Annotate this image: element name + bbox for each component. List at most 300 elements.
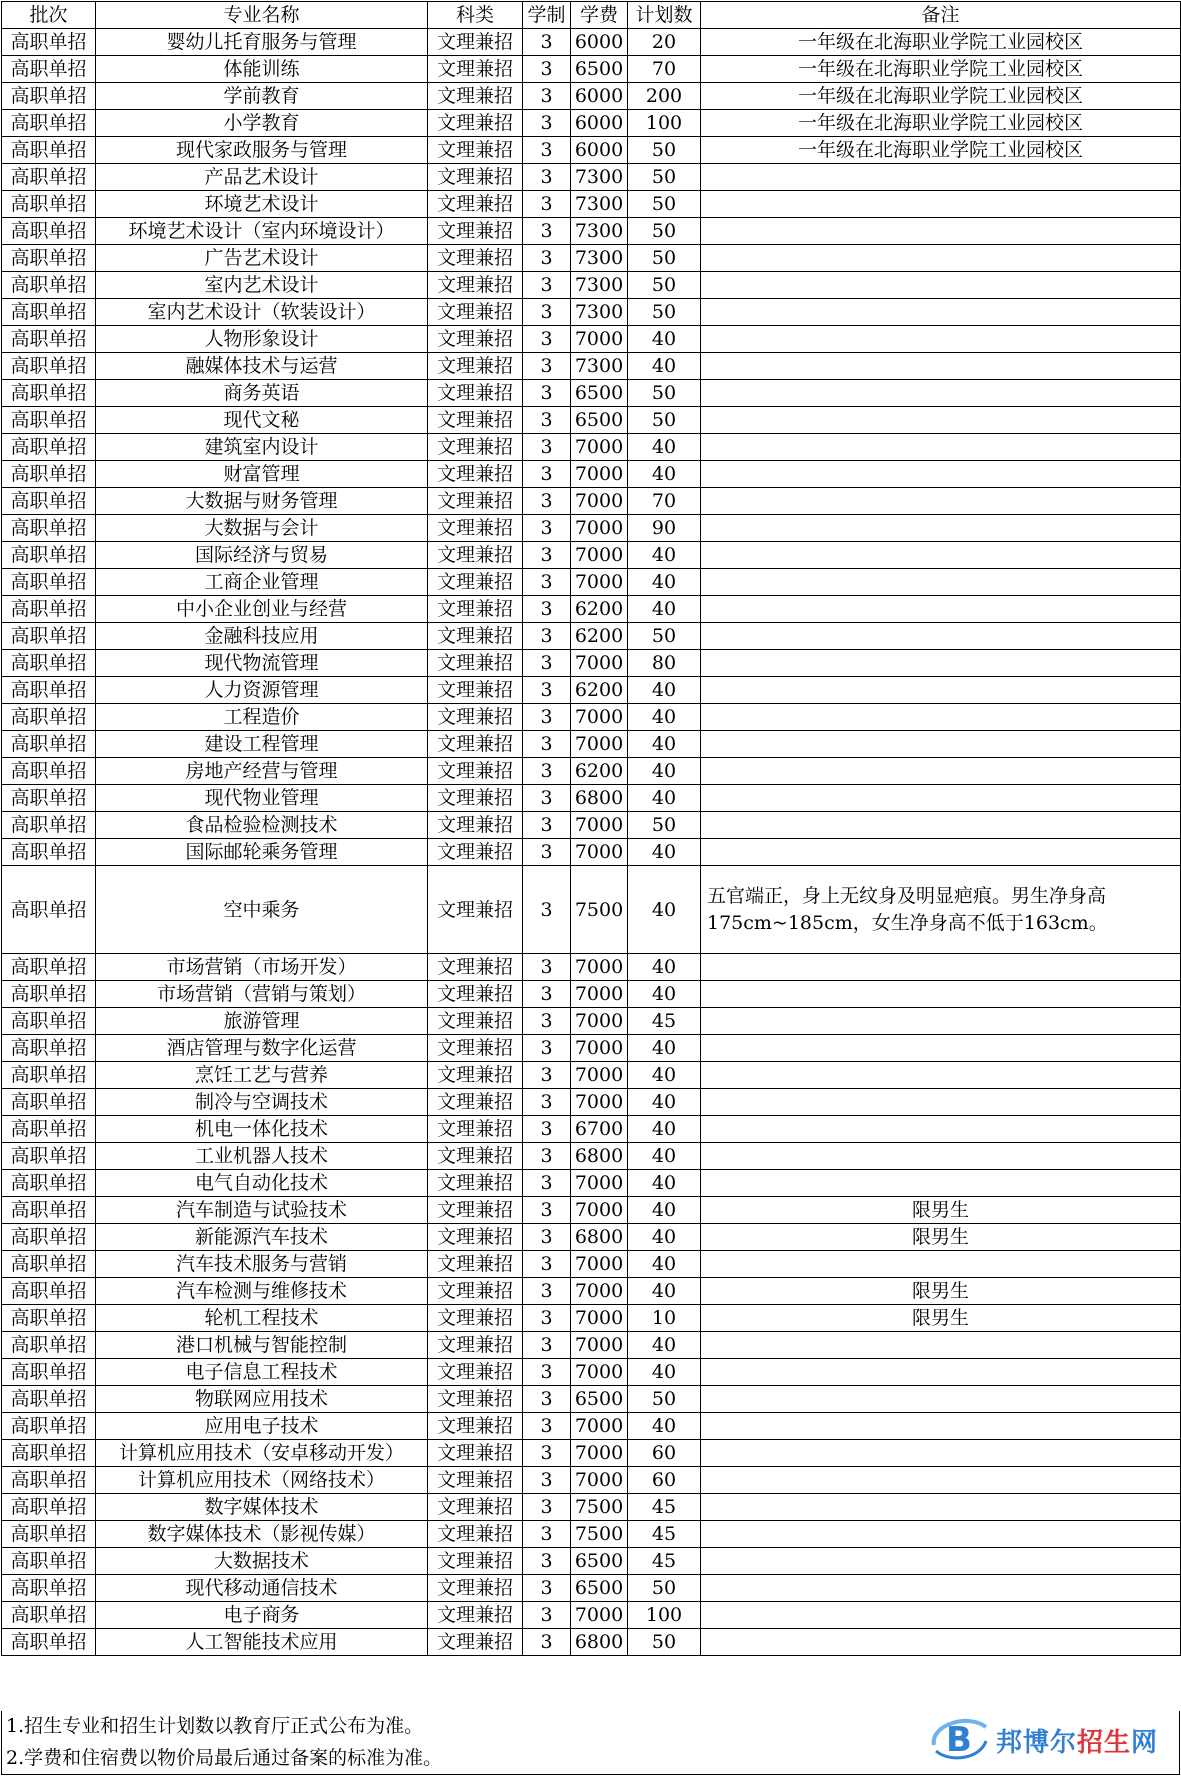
footnote-1: 1.招生专业和招生计划数以教育厅正式公布为准。 — [6, 1715, 424, 1737]
table-row — [2, 218, 1181, 245]
cell-category: 文理兼招 — [428, 299, 523, 326]
cell-plan-count: 40 — [628, 461, 701, 488]
cell-batch: 高职单招 — [2, 1359, 96, 1386]
cell-category: 文理兼招 — [428, 542, 523, 569]
cell-plan-count: 45 — [628, 1521, 701, 1548]
cell-major-name: 市场营销（营销与策划） — [96, 981, 428, 1008]
cell-duration: 3 — [523, 1062, 571, 1089]
cell-category: 文理兼招 — [428, 1116, 523, 1143]
cell-batch: 高职单招 — [2, 569, 96, 596]
table-row — [2, 866, 1181, 954]
cell-major-name: 商务英语 — [96, 380, 428, 407]
cell-major-name: 物联网应用技术 — [96, 1386, 428, 1413]
cell-category: 文理兼招 — [428, 596, 523, 623]
cell-tuition: 6000 — [571, 29, 628, 56]
cell-plan-count: 45 — [628, 1494, 701, 1521]
cell-duration: 3 — [523, 1089, 571, 1116]
cell-tuition: 7000 — [571, 1062, 628, 1089]
cell-remarks — [701, 1089, 1181, 1116]
cell-plan-count: 80 — [628, 650, 701, 677]
cell-tuition: 7000 — [571, 1305, 628, 1332]
cell-duration: 3 — [523, 596, 571, 623]
letter-b-logo-icon — [928, 1715, 990, 1761]
cell-tuition: 6800 — [571, 785, 628, 812]
cell-category: 文理兼招 — [428, 650, 523, 677]
cell-plan-count: 50 — [628, 272, 701, 299]
cell-remarks — [701, 1116, 1181, 1143]
table-body — [2, 29, 1181, 1656]
cell-remarks — [701, 954, 1181, 981]
cell-major-name: 汽车技术服务与营销 — [96, 1251, 428, 1278]
cell-duration: 3 — [523, 623, 571, 650]
cell-plan-count: 40 — [628, 1089, 701, 1116]
cell-batch: 高职单招 — [2, 650, 96, 677]
cell-duration: 3 — [523, 434, 571, 461]
cell-tuition: 6500 — [571, 56, 628, 83]
cell-plan-count: 40 — [628, 1332, 701, 1359]
cell-tuition: 6000 — [571, 83, 628, 110]
cell-tuition: 7000 — [571, 1197, 628, 1224]
cell-plan-count: 40 — [628, 1170, 701, 1197]
cell-major-name: 小学教育 — [96, 110, 428, 137]
cell-major-name: 空中乘务 — [96, 866, 428, 954]
cell-duration: 3 — [523, 981, 571, 1008]
cell-category: 文理兼招 — [428, 1359, 523, 1386]
cell-remarks: 五官端正，身上无纹身及明显疤痕。男生净身高175cm~185cm，女生净身高不低于163cm。 — [701, 866, 1181, 954]
cell-plan-count: 20 — [628, 29, 701, 56]
table-row — [2, 299, 1181, 326]
cell-duration: 3 — [523, 1170, 571, 1197]
cell-remarks — [701, 650, 1181, 677]
table-row — [2, 1251, 1181, 1278]
cell-major-name: 婴幼儿托育服务与管理 — [96, 29, 428, 56]
cell-batch: 高职单招 — [2, 245, 96, 272]
cell-category: 文理兼招 — [428, 488, 523, 515]
table-row — [2, 137, 1181, 164]
table-row — [2, 353, 1181, 380]
table-row — [2, 1494, 1181, 1521]
cell-batch: 高职单招 — [2, 596, 96, 623]
table-row — [2, 1035, 1181, 1062]
cell-major-name: 食品检验检测技术 — [96, 812, 428, 839]
cell-duration: 3 — [523, 1305, 571, 1332]
cell-batch: 高职单招 — [2, 137, 96, 164]
cell-tuition: 7000 — [571, 434, 628, 461]
table-row — [2, 704, 1181, 731]
cell-remarks: 一年级在北海职业学院工业园校区 — [701, 137, 1181, 164]
table-row — [2, 83, 1181, 110]
admission-plan-table — [1, 1, 1181, 1656]
table-row — [2, 542, 1181, 569]
table-row — [2, 1548, 1181, 1575]
watermark-text-tail: 网 — [1131, 1728, 1159, 1758]
cell-tuition: 7000 — [571, 542, 628, 569]
cell-major-name: 学前教育 — [96, 83, 428, 110]
cell-remarks — [701, 407, 1181, 434]
cell-plan-count: 60 — [628, 1467, 701, 1494]
cell-major-name: 人工智能技术应用 — [96, 1629, 428, 1656]
cell-tuition: 7000 — [571, 1467, 628, 1494]
cell-plan-count: 40 — [628, 326, 701, 353]
cell-remarks — [701, 1575, 1181, 1602]
cell-batch: 高职单招 — [2, 839, 96, 866]
cell-category: 文理兼招 — [428, 1143, 523, 1170]
cell-major-name: 建设工程管理 — [96, 731, 428, 758]
cell-batch: 高职单招 — [2, 380, 96, 407]
cell-duration: 3 — [523, 353, 571, 380]
cell-remarks — [701, 326, 1181, 353]
cell-major-name: 环境艺术设计（室内环境设计） — [96, 218, 428, 245]
cell-plan-count: 40 — [628, 569, 701, 596]
cell-major-name: 轮机工程技术 — [96, 1305, 428, 1332]
table-row — [2, 1143, 1181, 1170]
cell-tuition: 7000 — [571, 1170, 628, 1197]
table-row — [2, 1413, 1181, 1440]
cell-category: 文理兼招 — [428, 1440, 523, 1467]
cell-plan-count: 40 — [628, 1116, 701, 1143]
footnote-2: 2.学费和住宿费以物价局最后通过备案的标准为准。 — [6, 1747, 443, 1769]
cell-plan-count: 40 — [628, 596, 701, 623]
header-batch: 批次 — [2, 2, 96, 29]
cell-duration: 3 — [523, 704, 571, 731]
cell-plan-count: 50 — [628, 623, 701, 650]
cell-batch: 高职单招 — [2, 1413, 96, 1440]
cell-remarks — [701, 569, 1181, 596]
cell-major-name: 大数据与会计 — [96, 515, 428, 542]
cell-remarks — [701, 1629, 1181, 1656]
cell-plan-count: 60 — [628, 1440, 701, 1467]
cell-plan-count: 50 — [628, 245, 701, 272]
cell-batch: 高职单招 — [2, 981, 96, 1008]
cell-plan-count: 40 — [628, 954, 701, 981]
cell-remarks — [701, 1359, 1181, 1386]
cell-batch: 高职单招 — [2, 299, 96, 326]
cell-major-name: 大数据技术 — [96, 1548, 428, 1575]
cell-batch: 高职单招 — [2, 758, 96, 785]
cell-remarks — [701, 1062, 1181, 1089]
cell-plan-count: 40 — [628, 1143, 701, 1170]
cell-plan-count: 200 — [628, 83, 701, 110]
cell-category: 文理兼招 — [428, 1602, 523, 1629]
table-row — [2, 407, 1181, 434]
cell-category: 文理兼招 — [428, 272, 523, 299]
cell-remarks: 一年级在北海职业学院工业园校区 — [701, 83, 1181, 110]
cell-tuition: 6500 — [571, 407, 628, 434]
cell-category: 文理兼招 — [428, 1197, 523, 1224]
cell-batch: 高职单招 — [2, 704, 96, 731]
cell-duration: 3 — [523, 1494, 571, 1521]
table-row — [2, 461, 1181, 488]
cell-major-name: 环境艺术设计 — [96, 191, 428, 218]
cell-tuition: 7500 — [571, 866, 628, 954]
cell-batch: 高职单招 — [2, 731, 96, 758]
cell-category: 文理兼招 — [428, 785, 523, 812]
cell-plan-count: 100 — [628, 110, 701, 137]
cell-remarks: 一年级在北海职业学院工业园校区 — [701, 29, 1181, 56]
table-row — [2, 569, 1181, 596]
cell-duration: 3 — [523, 758, 571, 785]
cell-major-name: 广告艺术设计 — [96, 245, 428, 272]
cell-batch: 高职单招 — [2, 191, 96, 218]
cell-duration: 3 — [523, 1467, 571, 1494]
cell-batch: 高职单招 — [2, 1224, 96, 1251]
cell-major-name: 融媒体技术与运营 — [96, 353, 428, 380]
cell-major-name: 大数据与财务管理 — [96, 488, 428, 515]
cell-duration: 3 — [523, 461, 571, 488]
table-row — [2, 488, 1181, 515]
cell-category: 文理兼招 — [428, 1467, 523, 1494]
cell-remarks — [701, 981, 1181, 1008]
cell-plan-count: 40 — [628, 542, 701, 569]
table-row — [2, 650, 1181, 677]
cell-tuition: 7000 — [571, 569, 628, 596]
cell-plan-count: 10 — [628, 1305, 701, 1332]
table-row — [2, 56, 1181, 83]
cell-plan-count: 50 — [628, 407, 701, 434]
watermark-logo — [928, 1713, 1178, 1763]
cell-tuition: 7300 — [571, 299, 628, 326]
cell-tuition: 7000 — [571, 1413, 628, 1440]
cell-remarks — [701, 785, 1181, 812]
cell-duration: 3 — [523, 56, 571, 83]
cell-plan-count: 40 — [628, 1062, 701, 1089]
cell-tuition: 6200 — [571, 596, 628, 623]
cell-plan-count: 45 — [628, 1008, 701, 1035]
cell-remarks — [701, 623, 1181, 650]
cell-tuition: 7000 — [571, 1035, 628, 1062]
cell-remarks — [701, 1602, 1181, 1629]
cell-plan-count: 45 — [628, 1548, 701, 1575]
cell-major-name: 工业机器人技术 — [96, 1143, 428, 1170]
cell-tuition: 7000 — [571, 326, 628, 353]
cell-tuition: 7000 — [571, 1278, 628, 1305]
cell-batch: 高职单招 — [2, 1143, 96, 1170]
cell-batch: 高职单招 — [2, 677, 96, 704]
cell-tuition: 7000 — [571, 1602, 628, 1629]
cell-major-name: 体能训练 — [96, 56, 428, 83]
cell-major-name: 现代物业管理 — [96, 785, 428, 812]
cell-batch: 高职单招 — [2, 1089, 96, 1116]
cell-duration: 3 — [523, 488, 571, 515]
cell-category: 文理兼招 — [428, 812, 523, 839]
cell-tuition: 7000 — [571, 812, 628, 839]
cell-batch: 高职单招 — [2, 1521, 96, 1548]
cell-category: 文理兼招 — [428, 866, 523, 954]
cell-remarks: 限男生 — [701, 1278, 1181, 1305]
cell-duration: 3 — [523, 137, 571, 164]
cell-duration: 3 — [523, 785, 571, 812]
cell-batch: 高职单招 — [2, 1467, 96, 1494]
cell-duration: 3 — [523, 677, 571, 704]
cell-batch: 高职单招 — [2, 488, 96, 515]
cell-batch: 高职单招 — [2, 434, 96, 461]
cell-duration: 3 — [523, 650, 571, 677]
cell-batch: 高职单招 — [2, 1008, 96, 1035]
cell-batch: 高职单招 — [2, 326, 96, 353]
cell-tuition: 7000 — [571, 839, 628, 866]
cell-major-name: 国际经济与贸易 — [96, 542, 428, 569]
table-row — [2, 1602, 1181, 1629]
cell-plan-count: 50 — [628, 137, 701, 164]
table-row — [2, 1089, 1181, 1116]
cell-duration: 3 — [523, 380, 571, 407]
cell-plan-count: 40 — [628, 731, 701, 758]
cell-major-name: 财富管理 — [96, 461, 428, 488]
cell-plan-count: 40 — [628, 353, 701, 380]
cell-duration: 3 — [523, 245, 571, 272]
cell-duration: 3 — [523, 218, 571, 245]
cell-category: 文理兼招 — [428, 1062, 523, 1089]
cell-remarks: 限男生 — [701, 1197, 1181, 1224]
cell-duration: 3 — [523, 83, 571, 110]
cell-tuition: 6000 — [571, 110, 628, 137]
cell-duration: 3 — [523, 1575, 571, 1602]
header-remarks: 备注 — [701, 2, 1181, 29]
cell-tuition: 7300 — [571, 164, 628, 191]
cell-duration: 3 — [523, 299, 571, 326]
cell-batch: 高职单招 — [2, 1278, 96, 1305]
cell-duration: 3 — [523, 191, 571, 218]
cell-plan-count: 50 — [628, 1575, 701, 1602]
table-row — [2, 623, 1181, 650]
cell-plan-count: 40 — [628, 839, 701, 866]
table-row — [2, 1305, 1181, 1332]
cell-remarks — [701, 218, 1181, 245]
cell-duration: 3 — [523, 1278, 571, 1305]
cell-tuition: 7000 — [571, 1251, 628, 1278]
cell-remarks — [701, 1548, 1181, 1575]
cell-plan-count: 40 — [628, 677, 701, 704]
table-row — [2, 1386, 1181, 1413]
cell-remarks — [701, 1467, 1181, 1494]
cell-major-name: 建筑室内设计 — [96, 434, 428, 461]
cell-category: 文理兼招 — [428, 1332, 523, 1359]
table-row — [2, 596, 1181, 623]
cell-remarks: 限男生 — [701, 1224, 1181, 1251]
cell-tuition: 7000 — [571, 1089, 628, 1116]
cell-category: 文理兼招 — [428, 954, 523, 981]
cell-remarks — [701, 1143, 1181, 1170]
cell-tuition: 7300 — [571, 353, 628, 380]
cell-tuition: 7000 — [571, 954, 628, 981]
cell-duration: 3 — [523, 1602, 571, 1629]
cell-batch: 高职单招 — [2, 1548, 96, 1575]
cell-category: 文理兼招 — [428, 380, 523, 407]
cell-plan-count: 50 — [628, 191, 701, 218]
cell-category: 文理兼招 — [428, 1170, 523, 1197]
cell-batch: 高职单招 — [2, 164, 96, 191]
cell-batch: 高职单招 — [2, 1575, 96, 1602]
table-row — [2, 1062, 1181, 1089]
cell-tuition: 6200 — [571, 623, 628, 650]
cell-plan-count: 40 — [628, 704, 701, 731]
cell-category: 文理兼招 — [428, 569, 523, 596]
cell-plan-count: 50 — [628, 218, 701, 245]
cell-major-name: 现代家政服务与管理 — [96, 137, 428, 164]
table-row — [2, 1332, 1181, 1359]
cell-category: 文理兼招 — [428, 245, 523, 272]
cell-batch: 高职单招 — [2, 954, 96, 981]
cell-remarks — [701, 839, 1181, 866]
cell-batch: 高职单招 — [2, 1116, 96, 1143]
cell-batch: 高职单招 — [2, 1251, 96, 1278]
table-row — [2, 1440, 1181, 1467]
cell-plan-count: 90 — [628, 515, 701, 542]
cell-category: 文理兼招 — [428, 704, 523, 731]
cell-duration: 3 — [523, 1359, 571, 1386]
cell-remarks: 一年级在北海职业学院工业园校区 — [701, 110, 1181, 137]
header-plan-count: 计划数 — [628, 2, 701, 29]
cell-duration: 3 — [523, 1251, 571, 1278]
table-row — [2, 1278, 1181, 1305]
cell-remarks — [701, 704, 1181, 731]
table-row — [2, 1008, 1181, 1035]
cell-duration: 3 — [523, 1116, 571, 1143]
cell-remarks — [701, 812, 1181, 839]
cell-category: 文理兼招 — [428, 623, 523, 650]
cell-major-name: 机电一体化技术 — [96, 1116, 428, 1143]
table-row — [2, 981, 1181, 1008]
cell-major-name: 数字媒体技术 — [96, 1494, 428, 1521]
cell-major-name: 电子信息工程技术 — [96, 1359, 428, 1386]
table-row — [2, 434, 1181, 461]
cell-category: 文理兼招 — [428, 515, 523, 542]
cell-remarks — [701, 191, 1181, 218]
cell-major-name: 应用电子技术 — [96, 1413, 428, 1440]
cell-category: 文理兼招 — [428, 56, 523, 83]
cell-remarks: 限男生 — [701, 1305, 1181, 1332]
cell-tuition: 7300 — [571, 218, 628, 245]
cell-duration: 3 — [523, 110, 571, 137]
cell-duration: 3 — [523, 1440, 571, 1467]
table-row — [2, 380, 1181, 407]
cell-batch: 高职单招 — [2, 1629, 96, 1656]
table-row — [2, 110, 1181, 137]
table-row — [2, 1521, 1181, 1548]
table-row — [2, 1197, 1181, 1224]
cell-tuition: 7300 — [571, 272, 628, 299]
cell-batch: 高职单招 — [2, 110, 96, 137]
cell-duration: 3 — [523, 326, 571, 353]
cell-category: 文理兼招 — [428, 731, 523, 758]
cell-major-name: 计算机应用技术（网络技术） — [96, 1467, 428, 1494]
cell-remarks — [701, 353, 1181, 380]
cell-category: 文理兼招 — [428, 29, 523, 56]
cell-plan-count: 40 — [628, 866, 701, 954]
cell-batch: 高职单招 — [2, 353, 96, 380]
cell-tuition: 6200 — [571, 758, 628, 785]
cell-tuition: 6500 — [571, 1575, 628, 1602]
cell-duration: 3 — [523, 1197, 571, 1224]
cell-category: 文理兼招 — [428, 164, 523, 191]
cell-plan-count: 70 — [628, 488, 701, 515]
cell-category: 文理兼招 — [428, 1548, 523, 1575]
cell-remarks — [701, 488, 1181, 515]
cell-remarks — [701, 515, 1181, 542]
watermark-text-main: 邦博尔 — [996, 1728, 1078, 1758]
cell-major-name: 港口机械与智能控制 — [96, 1332, 428, 1359]
cell-remarks — [701, 1008, 1181, 1035]
cell-major-name: 产品艺术设计 — [96, 164, 428, 191]
cell-duration: 3 — [523, 1629, 571, 1656]
cell-plan-count: 70 — [628, 56, 701, 83]
cell-remarks — [701, 299, 1181, 326]
cell-major-name: 制冷与空调技术 — [96, 1089, 428, 1116]
cell-batch: 高职单招 — [2, 1332, 96, 1359]
cell-category: 文理兼招 — [428, 326, 523, 353]
cell-category: 文理兼招 — [428, 981, 523, 1008]
cell-remarks — [701, 245, 1181, 272]
